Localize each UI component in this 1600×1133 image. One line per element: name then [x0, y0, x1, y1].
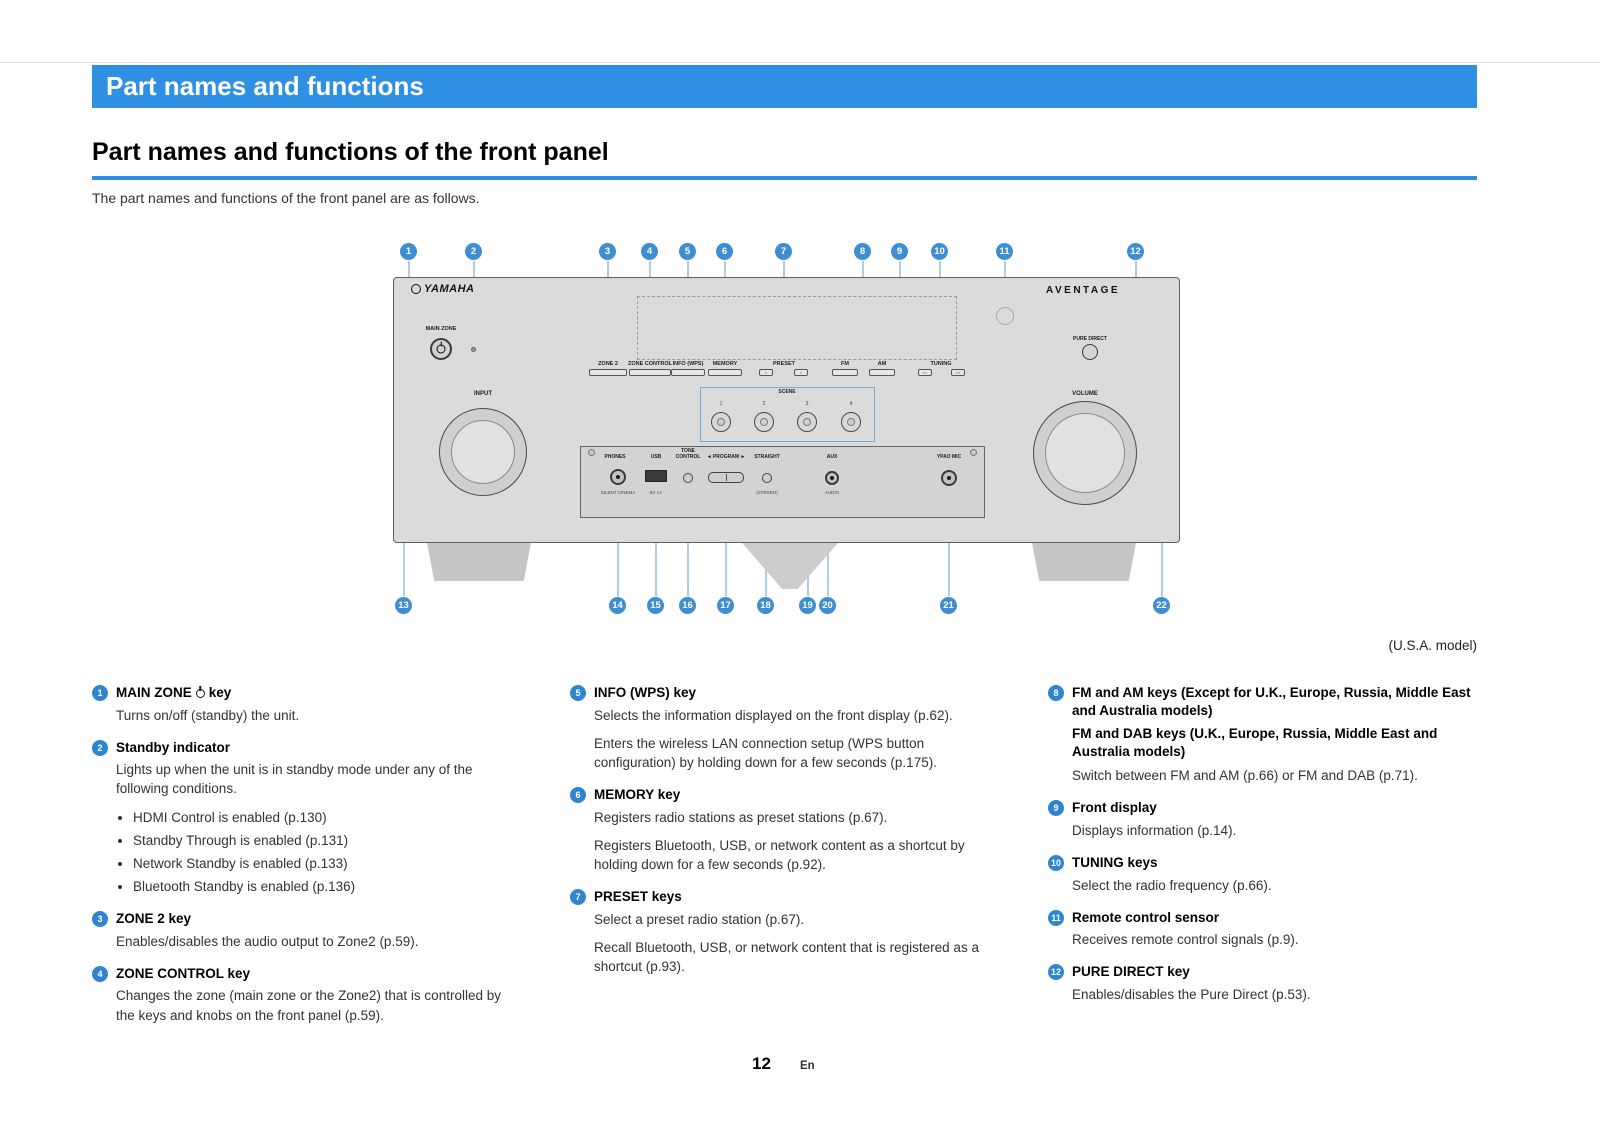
desc-item-9-head [1048, 799, 1480, 817]
callout-12: 12 [1127, 243, 1144, 260]
desc-item-3-title: ZONE 2 key [116, 911, 192, 927]
callout-1: 1 [400, 243, 417, 260]
desc-item-8-subtitle: FM and DAB keys (U.K., Europe, Russia, Middle East and Australia models) [1072, 726, 1438, 759]
desc-paragraph: Lights up when the unit is in standby mode under any of the following conditions. [116, 762, 473, 797]
silent-cinema-label: SILENT CINEMA [600, 490, 636, 495]
scene-2-label: 2 [762, 401, 766, 407]
desc-item-3-head [92, 910, 512, 928]
input-label: INPUT [474, 391, 492, 397]
input-knob-inner [451, 420, 515, 484]
desc-item-6-head [570, 786, 995, 804]
desc-paragraph: Selects the information displayed on the front display (p.62). [594, 707, 953, 723]
desc-item-8 [1048, 684, 1480, 785]
callout-2: 2 [465, 243, 482, 260]
scene-4-key [841, 412, 861, 432]
condition-item: • Network Standby is enabled (p.133) [133, 854, 512, 873]
model-note: (U.S.A. model) [1388, 638, 1477, 653]
callout-5: 5 [679, 243, 696, 260]
desc-item-2-body [116, 760, 512, 896]
front-connector-strip [580, 446, 985, 518]
desc-paragraph: Enables/disables the audio output to Zone2 (p.59). [116, 933, 419, 949]
pure-direct-label: PURE DIRECT [1073, 336, 1107, 342]
desc-paragraph: Registers radio stations as preset stations (p.67). [594, 809, 888, 825]
desc-paragraph: Switch between FM and AM (p.66) or FM and DAB (p.71). [1072, 768, 1418, 784]
am-key-label: AM [877, 361, 887, 367]
desc-item-11-head [1048, 909, 1480, 927]
yamaha-logo [411, 283, 474, 295]
aux-jack [825, 471, 839, 485]
aventage-logo: AVENTAGE [1046, 285, 1121, 296]
callout-15: 15 [647, 597, 664, 614]
callout-badge-8: 8 [1048, 685, 1064, 701]
callout-9: 9 [891, 243, 908, 260]
zone-control-key-label: ZONE CONTROL [628, 361, 672, 367]
callout-11: 11 [996, 243, 1013, 260]
desc-paragraph: Receives remote control signals (p.9). [1072, 932, 1299, 948]
callout-16: 16 [679, 597, 696, 614]
phones-jack [610, 469, 626, 485]
desc-item-10-head [1048, 854, 1480, 872]
power-icon [196, 689, 205, 698]
am-key [869, 369, 895, 376]
aux-label: AUX [826, 454, 838, 460]
scene-1-key [711, 412, 731, 432]
title-text: MAIN ZONE [116, 685, 192, 700]
remote-control-sensor [996, 307, 1014, 325]
main-zone-power-button [430, 338, 452, 360]
desc-item-9-title: Front display [1072, 800, 1157, 816]
usb-jack [645, 470, 667, 482]
straight-label: STRAIGHT [754, 454, 780, 460]
callout-7: 7 [775, 243, 792, 260]
condition-list [116, 808, 512, 897]
desc-paragraph: Enables/disables the Pure Direct (p.53). [1072, 987, 1311, 1002]
usb-power-label: 5V 1A [649, 490, 663, 495]
callout-badge-3: 3 [92, 911, 108, 927]
pure-direct-key [1082, 344, 1098, 360]
receiver-foot-left [427, 543, 531, 581]
preset-down-key: < [759, 369, 773, 376]
desc-item-8-title: FM and AM keys (Except for U.K., Europe, Russia, Middle East and Australia models) [1072, 685, 1471, 718]
callout-21: 21 [940, 597, 957, 614]
scene-2-key [754, 412, 774, 432]
fm-key-label: FM [841, 361, 849, 367]
title-text: key [208, 685, 232, 700]
ypao-mic-jack [941, 470, 957, 486]
scene-4-label: 4 [849, 401, 853, 407]
program-keys [708, 472, 744, 483]
desc-item-11-title: Remote control sensor [1072, 909, 1220, 925]
desc-item-6-body [594, 808, 995, 874]
desc-item-4-body [116, 986, 512, 1024]
desc-item-2-head [92, 739, 512, 757]
callout-17: 17 [717, 597, 734, 614]
callout-22: 22 [1153, 597, 1170, 614]
scene-3-key [797, 412, 817, 432]
condition-item: • Standby Through is enabled (p.131) [133, 831, 512, 850]
desc-item-10 [1048, 854, 1480, 895]
screw-right [970, 449, 977, 456]
desc-paragraph: Registers Bluetooth, USB, or network content as a shortcut by holding down for a few seconds (p.92). [594, 837, 965, 872]
desc-item-9-body [1072, 821, 1480, 840]
scene-label: SCENE [778, 389, 796, 395]
yamaha-logo-text: YAMAHA [424, 283, 475, 295]
callout-badge-10: 10 [1048, 855, 1064, 871]
description-column-2 [570, 684, 995, 990]
callout-18: 18 [757, 597, 774, 614]
desc-item-1 [92, 684, 512, 725]
desc-paragraph: Changes the zone (main zone or the Zone2) that is controlled by the keys and knobs on the front panel (p.59). [116, 988, 501, 1023]
desc-item-1-body [116, 706, 512, 725]
condition-item: • HDMI Control is enabled (p.130) [133, 808, 512, 827]
desc-item-5 [570, 684, 995, 772]
desc-paragraph: Recall Bluetooth, USB, or network content that is registered as a shortcut (p.93). [594, 939, 979, 974]
desc-item-5-body [594, 706, 995, 772]
memory-key-label: MEMORY [712, 361, 738, 367]
desc-paragraph: Turns on/off (standby) the unit. [116, 707, 300, 723]
desc-item-12-title: PURE DIRECT key [1072, 964, 1190, 980]
condition-item: • Bluetooth Standby is enabled (p.136) [133, 877, 512, 896]
page-title: Part names and functions of the front panel [92, 138, 609, 166]
desc-item-11 [1048, 909, 1480, 950]
callout-badge-5: 5 [570, 685, 586, 701]
program-label: ◄ PROGRAM ► [706, 454, 746, 460]
desc-item-12-head [1048, 963, 1480, 981]
desc-item-4-head [92, 965, 512, 983]
receiver-foot-right [1032, 543, 1136, 581]
description-column-1 [92, 684, 512, 1039]
info-wps-key-label: INFO (WPS) [672, 361, 704, 367]
desc-item-2 [92, 739, 512, 896]
desc-paragraph: Select the radio frequency (p.66). [1072, 877, 1272, 893]
volume-knob-inner [1045, 413, 1125, 493]
desc-item-5-head [570, 684, 995, 702]
scene-3-label: 3 [805, 401, 809, 407]
desc-item-8-head [1048, 684, 1480, 719]
zone2-key [589, 369, 627, 376]
desc-item-6-title: MEMORY key [594, 787, 681, 803]
desc-item-10-body [1072, 876, 1480, 895]
volume-label: VOLUME [1072, 391, 1098, 397]
usb-label: USB [650, 454, 662, 460]
desc-item-4 [92, 965, 512, 1025]
callout-badge-9: 9 [1048, 800, 1064, 816]
straight-key [762, 473, 772, 483]
desc-item-10-title: TUNING keys [1072, 855, 1158, 871]
screw-left [588, 449, 595, 456]
callout-8: 8 [854, 243, 871, 260]
desc-item-2-title: Standby indicator [116, 739, 231, 755]
callout-badge-2: 2 [92, 740, 108, 756]
callout-badge-6: 6 [570, 787, 586, 803]
phones-label: PHONES [604, 454, 626, 460]
desc-item-11-body [1072, 930, 1480, 949]
desc-item-1-title [116, 684, 231, 702]
desc-item-8-body [1072, 725, 1480, 785]
desc-item-7 [570, 888, 995, 976]
callout-4: 4 [641, 243, 658, 260]
scene-1-label: 1 [719, 401, 723, 407]
callout-13: 13 [395, 597, 412, 614]
callout-6: 6 [716, 243, 733, 260]
callout-3: 3 [599, 243, 616, 260]
desc-item-9 [1048, 799, 1480, 840]
callout-20: 20 [819, 597, 836, 614]
tuning-keys-label: TUNING [930, 361, 952, 367]
callout-badge-12: 12 [1048, 964, 1064, 980]
callout-14: 14 [609, 597, 626, 614]
audio-label: AUDIO [824, 490, 840, 495]
callout-badge-11: 11 [1048, 910, 1064, 926]
desc-paragraph: Displays information (p.14). [1072, 822, 1237, 838]
desc-item-6 [570, 786, 995, 874]
desc-item-7-head [570, 888, 995, 906]
page-language: En [800, 1060, 815, 1072]
page-number: 12 [752, 1054, 771, 1073]
tuning-up-key: >> [951, 369, 965, 376]
yamaha-logo-icon [411, 284, 421, 294]
desc-item-12-body [1072, 985, 1480, 1004]
memory-key [708, 369, 742, 376]
callout-19: 19 [799, 597, 816, 614]
desc-item-5-title: INFO (WPS) key [594, 685, 697, 700]
desc-item-12 [1048, 963, 1480, 1004]
desc-paragraph: Select a preset radio station (p.67). [594, 911, 805, 927]
callout-badge-4: 4 [92, 966, 108, 982]
ypao-mic-label: YPAO MIC [936, 454, 962, 460]
desc-item-1-head [92, 684, 512, 702]
tuning-down-key: << [918, 369, 932, 376]
chapter-title: Part names and functions [106, 71, 424, 101]
tone-control-key [683, 473, 693, 483]
intro-text: The part names and functions of the front panel are as follows. [92, 190, 480, 206]
info-wps-key [671, 369, 705, 376]
stereo-label: (STEREO) [756, 490, 778, 495]
preset-up-key: > [794, 369, 808, 376]
main-zone-label: MAIN ZONE [425, 326, 457, 332]
callout-badge-7: 7 [570, 889, 586, 905]
zone2-key-label: ZONE 2 [598, 361, 618, 367]
desc-item-7-title: PRESET keys [594, 889, 682, 905]
fm-key [832, 369, 858, 376]
front-display [637, 296, 957, 360]
desc-item-7-body [594, 910, 995, 976]
tone-control-label: TONE CONTROL [675, 448, 701, 460]
zone-control-key [629, 369, 671, 376]
preset-keys-label: PRESET [772, 361, 796, 367]
description-column-3 [1048, 684, 1480, 1018]
callout-badge-1: 1 [92, 685, 108, 701]
standby-indicator [471, 347, 476, 352]
desc-paragraph: Enters the wireless LAN connection setup (WPS button configuration) by holding down for a few seconds (p.175). [594, 735, 937, 770]
callout-10: 10 [931, 243, 948, 260]
power-icon [437, 345, 446, 354]
desc-item-3 [92, 910, 512, 951]
desc-item-3-body [116, 932, 512, 951]
desc-item-4-title: ZONE CONTROL key [116, 965, 251, 981]
